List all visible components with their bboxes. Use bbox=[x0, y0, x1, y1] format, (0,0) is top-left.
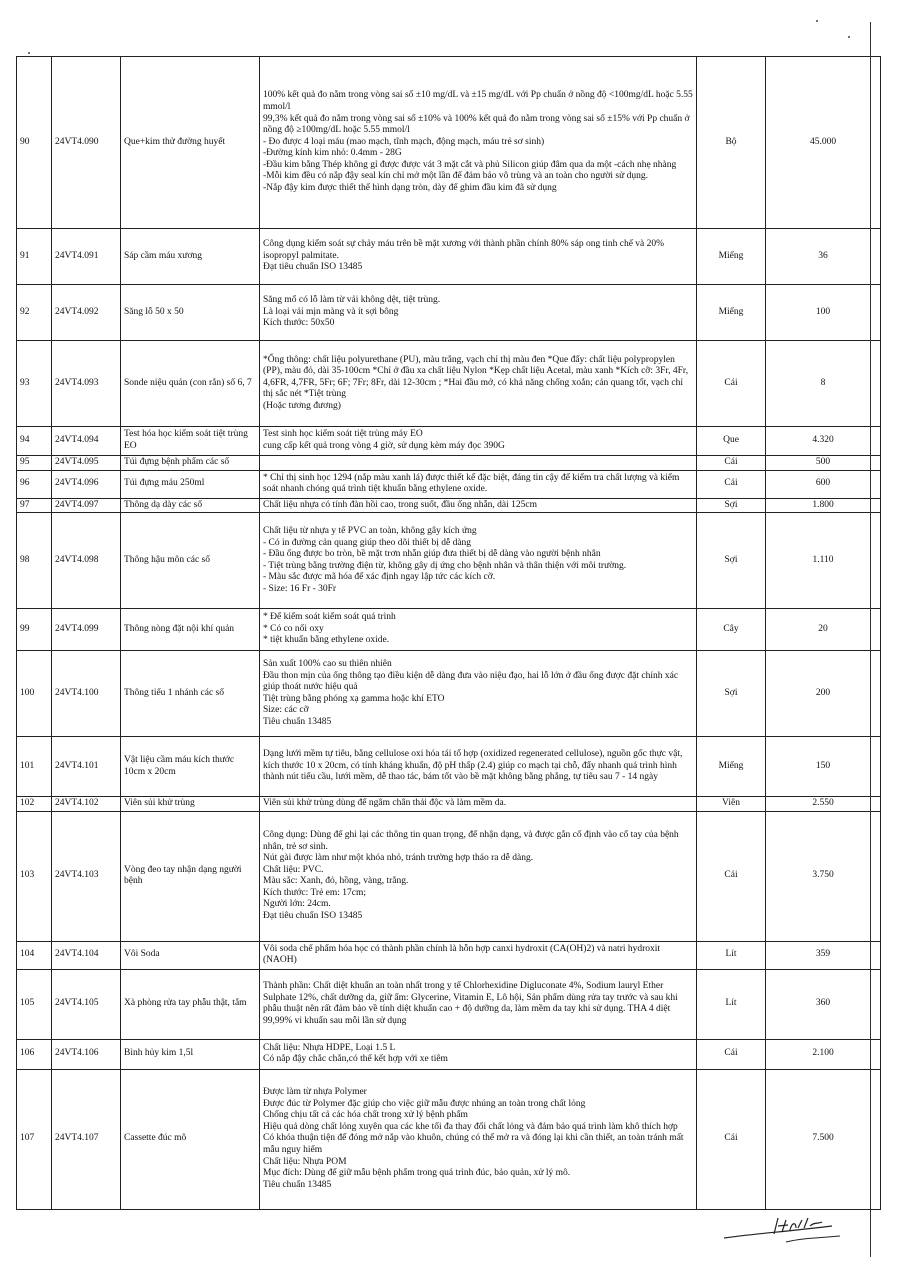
item-code: 24VT4.094 bbox=[52, 427, 121, 456]
spec-line: Hiệu quả dòng chất lỏng xuyên qua các khe tối đa thay đổi chất lỏng và đảm bảo quá trình làm khô thích hợp bbox=[263, 1121, 678, 1132]
spec-line: Tiệt trùng bằng phóng xạ gamma hoặc khí ETO bbox=[263, 693, 445, 704]
spec-line: Nút gài được làm như một khóa nhỏ, tránh trường hợp tháo ra dễ dàng. bbox=[263, 853, 534, 864]
item-code: 24VT4.101 bbox=[52, 737, 121, 797]
spec-line: - Có in đường cản quang giúp theo dõi thiết bị dễ dàng bbox=[263, 537, 472, 548]
spec-line: Chống chịu tất cả các hóa chất trong xử lý bệnh phẩm bbox=[263, 1110, 468, 1121]
table-row bbox=[17, 1039, 881, 1069]
item-spec bbox=[260, 737, 697, 797]
item-unit: Viên bbox=[697, 797, 766, 812]
item-unit: Cái bbox=[697, 1069, 766, 1209]
item-quantity: 200 bbox=[766, 651, 881, 737]
row-number: 107 bbox=[17, 1069, 52, 1209]
item-quantity: 3.750 bbox=[766, 811, 881, 941]
table-row bbox=[17, 651, 881, 737]
item-spec bbox=[260, 609, 697, 651]
spec-line: Được đúc từ Polymer đặc giúp cho việc giữ mẫu được nhúng an toàn trong chất lỏng bbox=[263, 1098, 586, 1109]
spec-line: Công dụng: Dùng để ghi lại các thông tin quan trọng, để nhận dạng, và được gắn cố định vào cổ tay của bệnh nhân, trẻ sơ sinh. bbox=[263, 829, 679, 852]
row-number: 92 bbox=[17, 285, 52, 341]
spec-line: * tiệt khuẩn bằng ethylene oxide. bbox=[263, 635, 390, 646]
row-number: 105 bbox=[17, 969, 52, 1039]
item-code: 24VT4.104 bbox=[52, 941, 121, 969]
row-number: 100 bbox=[17, 651, 52, 737]
row-number: 106 bbox=[17, 1039, 52, 1069]
spec-line: 100% kết quả đo nằm trong vòng sai số ±10 mg/dL và ±15 mg/dL với Pp chuẩn ở nồng độ <100mg/dL hoặc 5.55 mmol/l bbox=[263, 90, 693, 112]
spec-line: - Màu sắc được mã hóa để xác định ngay lập tức các kích cỡ. bbox=[263, 572, 496, 583]
item-unit: Cái bbox=[697, 470, 766, 498]
item-name: Test hóa học kiểm soát tiệt trùng EO bbox=[121, 427, 260, 456]
spec-line: Test sinh học kiểm soát tiệt trùng máy EO bbox=[263, 429, 423, 440]
item-quantity: 2.550 bbox=[766, 797, 881, 812]
item-spec bbox=[260, 341, 697, 427]
item-unit: Miếng bbox=[697, 737, 766, 797]
document-page bbox=[16, 56, 838, 1210]
spec-line: Dạng lưới mềm tự tiêu, bằng cellulose oxi hóa tái tổ hợp (oxidized regenerated cellulose), nguồn gốc thực vật, kích thước 10 x 20cm, có tính kháng khuẩn, độ pH thấp (2.4) giúp co mạch tại chỗ, đẩy nhanh quá trình hình thành nút tiểu cầu, lưới mềm, dễ thao tác, bám tốt vào bề mặt không bằng phẳng, tự tiêu sau 7 - 14 ngày bbox=[263, 749, 683, 783]
row-number: 101 bbox=[17, 737, 52, 797]
table-row bbox=[17, 737, 881, 797]
spec-line: Là loại vải mịn màng và ít sợi bông bbox=[263, 306, 399, 317]
item-code: 24VT4.091 bbox=[52, 229, 121, 285]
spec-line: Chất liệu nhựa có tính đàn hồi cao, trong suốt, đầu ống nhẵn, dài 125cm bbox=[263, 499, 537, 510]
spec-line: Màu sắc: Xanh, đỏ, hồng, vàng, trắng. bbox=[263, 876, 409, 887]
spec-line: Sản xuất 100% cao su thiên nhiên bbox=[263, 658, 392, 669]
supplies-spec-table bbox=[16, 56, 881, 1210]
spec-line: Kích thước: 50x50 bbox=[263, 318, 335, 329]
item-quantity: 4.320 bbox=[766, 427, 881, 456]
item-quantity: 500 bbox=[766, 456, 881, 471]
item-quantity: 359 bbox=[766, 941, 881, 969]
item-code: 24VT4.107 bbox=[52, 1069, 121, 1209]
item-name: Vôi Soda bbox=[121, 941, 260, 969]
spec-line: - Tiệt trùng bằng trường điện từ, không gây dị ứng cho bệnh nhân và thân thiện với môi trường. bbox=[263, 560, 627, 571]
item-spec bbox=[260, 969, 697, 1039]
item-code: 24VT4.106 bbox=[52, 1039, 121, 1069]
item-spec bbox=[260, 513, 697, 609]
table-row bbox=[17, 229, 881, 285]
item-code: 24VT4.093 bbox=[52, 341, 121, 427]
table-row bbox=[17, 456, 881, 471]
table-row bbox=[17, 341, 881, 427]
item-code: 24VT4.103 bbox=[52, 811, 121, 941]
row-number: 103 bbox=[17, 811, 52, 941]
scan-speck bbox=[848, 36, 850, 38]
item-spec bbox=[260, 229, 697, 285]
row-number: 104 bbox=[17, 941, 52, 969]
item-name: Bình hủy kim 1,5l bbox=[121, 1039, 260, 1069]
spec-line: * Có co nối oxy bbox=[263, 623, 324, 634]
row-number: 91 bbox=[17, 229, 52, 285]
spec-line: Công dụng kiểm soát sự chảy máu trên bề mặt xương với thành phần chính 80% sáp ong tinh chế và 20% isopropyl palmitate. bbox=[263, 239, 665, 261]
row-number: 94 bbox=[17, 427, 52, 456]
row-number: 93 bbox=[17, 341, 52, 427]
item-name: Que+kim thử đường huyết bbox=[121, 57, 260, 229]
item-unit: Lít bbox=[697, 941, 766, 969]
spec-line: - Size: 16 Fr - 30Fr bbox=[263, 583, 337, 594]
item-unit: Cái bbox=[697, 1039, 766, 1069]
spec-line: Vôi soda chế phẩm hóa học có thành phần chính là hỗn hợp canxi hydroxit (CA(OH)2) và natri hydroxit (NAOH) bbox=[263, 943, 661, 966]
spec-line: Người lớn: 24cm. bbox=[263, 899, 331, 910]
spec-line: Chất liệu: Nhựa HDPE, Loại 1.5 L bbox=[263, 1042, 396, 1053]
item-spec bbox=[260, 797, 697, 812]
spec-line: *Ống thông: chất liệu polyurethane (PU), màu trắng, vạch chỉ thị màu đen *Que đẩy: chất liệu polypropylen (PP), màu đỏ, dài 35-100cm *Chỉ ở đầu xa chất liệu Nylon *Kẹp chất liệu Acetal, màu xanh *Kích cỡ: 3Fr, 4Fr, 4,6FR, 4,7FR, 5Fr; 6F; 7Fr; 8Fr, dài 12-30cm ; *Hai đầu mở, có khả năng chống xoắn; cản quang tốt, vạch chỉ thị sắc nét *Tiệt trùng bbox=[263, 354, 689, 400]
row-number: 99 bbox=[17, 609, 52, 651]
item-name: Xà phòng rửa tay phẫu thật, tắm bbox=[121, 969, 260, 1039]
item-unit: Sợi bbox=[697, 651, 766, 737]
spec-line: Size: các cỡ bbox=[263, 705, 309, 716]
table-row bbox=[17, 498, 881, 513]
item-name: Thông hậu môn các số bbox=[121, 513, 260, 609]
spec-line: Chất liệu: Nhựa POM bbox=[263, 1156, 347, 1167]
spec-line: Mục đích: Dùng để giữ mẫu bệnh phẩm trong quá trình đúc, bảo quản, xử lý mô. bbox=[263, 1168, 571, 1179]
table-row bbox=[17, 941, 881, 969]
item-unit: Cái bbox=[697, 341, 766, 427]
table-row bbox=[17, 285, 881, 341]
spec-line: * Chỉ thị sinh học 1294 (nắp màu xanh lá) được thiết kế đặc biệt, đáng tin cậy để kiểm tra chất lượng và kiểm soát nhanh chóng quá trình tiệt khuẩn bằng ethylene oxide. bbox=[263, 472, 680, 495]
spec-line: * Để kiểm soát kiểm soát quá trình bbox=[263, 612, 396, 623]
row-number: 98 bbox=[17, 513, 52, 609]
item-name: Cassette đúc mô bbox=[121, 1069, 260, 1209]
item-code: 24VT4.095 bbox=[52, 456, 121, 471]
spec-line: 99,3% kết quả đo nằm trong vòng sai số ±10% và 100% kết quả đo nằm trong vòng sai số ±15% với Pp chuẩn ở nồng độ ≥100mg/dL hoặc 5.55 mmol/l bbox=[263, 113, 690, 136]
spec-line: - Đo được 4 loại máu (mao mạch, tĩnh mạch, động mạch, máu trẻ sơ sinh) bbox=[263, 136, 545, 147]
table-row bbox=[17, 609, 881, 651]
item-spec bbox=[260, 1069, 697, 1209]
item-name: Thông tiểu 1 nhánh các số bbox=[121, 651, 260, 737]
spec-line: -Nắp đậy kim được thiết thế hình dạng tròn, dày để ghim đầu kim đã sử dụng bbox=[263, 183, 557, 194]
item-unit: Cây bbox=[697, 609, 766, 651]
item-unit: Sợi bbox=[697, 498, 766, 513]
item-spec bbox=[260, 1039, 697, 1069]
item-quantity: 45.000 bbox=[766, 57, 881, 229]
item-quantity: 150 bbox=[766, 737, 881, 797]
item-name: Thông nòng đặt nội khí quản bbox=[121, 609, 260, 651]
spec-line: Chất liệu từ nhựa y tế PVC an toàn, không gây kích ứng bbox=[263, 525, 477, 536]
item-unit: Que bbox=[697, 427, 766, 456]
item-name: Túi đựng bệnh phẩm các số bbox=[121, 456, 260, 471]
scan-speck bbox=[28, 52, 30, 54]
item-unit: Miếng bbox=[697, 285, 766, 341]
item-spec bbox=[260, 285, 697, 341]
table-row bbox=[17, 57, 881, 229]
spec-line: Viên sủi khử trùng dùng để ngâm chân thải độc và làm mềm da. bbox=[263, 798, 507, 809]
item-spec bbox=[260, 57, 697, 229]
spec-line: cung cấp kết quả trong vòng 4 giờ, sử dụng kèm máy đọc 390G bbox=[263, 441, 505, 451]
spec-line: Có khóa thuận tiện để đóng mở nắp vào khuôn, chúng có thể mở ra và đóng lại khi cần thiết, an toàn tránh mất mẫu nguy hiểm bbox=[263, 1133, 684, 1156]
table-row bbox=[17, 470, 881, 498]
spec-line: -Đầu kim bằng Thép không gỉ được được vát 3 mặt cắt và phủ Silicon giúp đâm qua da một -cách nhẹ nhàng bbox=[263, 159, 677, 170]
item-code: 24VT4.102 bbox=[52, 797, 121, 812]
item-quantity: 600 bbox=[766, 470, 881, 498]
item-unit: Bộ bbox=[697, 57, 766, 229]
item-name: Túi đựng máu 250ml bbox=[121, 470, 260, 498]
spec-line: Kích thước: Trẻ em: 17cm; bbox=[263, 887, 367, 898]
item-name: Săng lỗ 50 x 50 bbox=[121, 285, 260, 341]
row-number: 95 bbox=[17, 456, 52, 471]
handwritten-signature bbox=[722, 1212, 842, 1248]
item-spec bbox=[260, 811, 697, 941]
spec-line: Săng mổ có lỗ làm từ vải không dệt, tiệt trùng. bbox=[263, 295, 441, 306]
table-row bbox=[17, 513, 881, 609]
row-number: 96 bbox=[17, 470, 52, 498]
item-name: Thông dạ dày các số bbox=[121, 498, 260, 513]
spec-line: (Hoặc tương đương) bbox=[263, 400, 341, 411]
item-quantity: 36 bbox=[766, 229, 881, 285]
spec-line: Tiêu chuẩn 13485 bbox=[263, 1179, 332, 1190]
spec-line: Có nắp đậy chắc chắn,có thể kết hợp với xe tiêm bbox=[263, 1054, 448, 1065]
item-unit: Cái bbox=[697, 811, 766, 941]
table-row bbox=[17, 811, 881, 941]
item-quantity: 360 bbox=[766, 969, 881, 1039]
page-edge-rule bbox=[870, 22, 871, 1257]
spec-line: Tiêu chuẩn 13485 bbox=[263, 716, 332, 727]
spec-line: -Mỗi kim đều có nắp đậy seal kín chỉ mở một lần để đảm bảo vô trùng và an toàn cho người sử dụng. bbox=[263, 171, 648, 182]
table-row bbox=[17, 969, 881, 1039]
spec-line: Đạt tiêu chuẩn ISO 13485 bbox=[263, 910, 363, 921]
spec-line: Chất liệu: PVC. bbox=[263, 864, 324, 875]
spec-line: - Đầu ống được bo tròn, bề mặt trơn nhẵn giúp đưa thiết bị dễ dàng vào người bệnh nhân bbox=[263, 549, 601, 560]
item-spec bbox=[260, 470, 697, 498]
spec-line: Được làm từ nhựa Polymer bbox=[263, 1087, 367, 1098]
item-quantity: 2.100 bbox=[766, 1039, 881, 1069]
item-code: 24VT4.105 bbox=[52, 969, 121, 1039]
spec-line: -Đường kính kim nhỏ: 0.4mm - 28G bbox=[263, 148, 402, 159]
table-row bbox=[17, 797, 881, 812]
spec-line: Đạt tiêu chuẩn ISO 13485 bbox=[263, 262, 363, 273]
item-code: 24VT4.099 bbox=[52, 609, 121, 651]
row-number: 97 bbox=[17, 498, 52, 513]
item-name: Sáp cầm máu xương bbox=[121, 229, 260, 285]
row-number: 102 bbox=[17, 797, 52, 812]
item-code: 24VT4.090 bbox=[52, 57, 121, 229]
table-row bbox=[17, 427, 881, 456]
item-code: 24VT4.096 bbox=[52, 470, 121, 498]
item-quantity: 7.500 bbox=[766, 1069, 881, 1209]
item-quantity: 1.800 bbox=[766, 498, 881, 513]
item-code: 24VT4.092 bbox=[52, 285, 121, 341]
item-name: Vòng đeo tay nhận dạng người bệnh bbox=[121, 811, 260, 941]
item-code: 24VT4.098 bbox=[52, 513, 121, 609]
table-row bbox=[17, 1069, 881, 1209]
item-code: 24VT4.097 bbox=[52, 498, 121, 513]
item-quantity: 1.110 bbox=[766, 513, 881, 609]
item-spec bbox=[260, 456, 697, 471]
spec-line: Đầu thon mịn của ống thông tạo điều kiện dễ dàng đưa vào niệu đạo, hai lỗ lớn ở đầu ống được đặt chính xác giúp thoát nước hiệu quả bbox=[263, 670, 679, 693]
item-name: Viên sủi khử trùng bbox=[121, 797, 260, 812]
item-quantity: 8 bbox=[766, 341, 881, 427]
item-unit: Lít bbox=[697, 969, 766, 1039]
item-unit: Cái bbox=[697, 456, 766, 471]
item-spec bbox=[260, 651, 697, 737]
spec-line: Thành phần: Chất diệt khuẩn an toàn nhất trong y tế Chlorhexidine Digluconate 4%, Sodium lauryl Ether Sulphate 12%, chất dưỡng da, giữ ẩm: Glycerine, Vitamin E, Lô hội, Sản phẩm dùng rửa tay trước và sau khi phẫu thuật nên rất đảm bảo về tính diệt khuẩn cao + độ dưỡng da, làm mềm da tay khi sử dụng. THA 4 diệt 99,99% vi khuẩn sau mỗi lần sử dụng bbox=[263, 981, 678, 1026]
item-unit: Sợi bbox=[697, 513, 766, 609]
item-quantity: 20 bbox=[766, 609, 881, 651]
table-body bbox=[17, 57, 881, 1210]
row-number: 90 bbox=[17, 57, 52, 229]
scan-speck bbox=[816, 20, 818, 22]
item-spec bbox=[260, 941, 697, 969]
item-spec bbox=[260, 498, 697, 513]
item-unit: Miếng bbox=[697, 229, 766, 285]
item-spec bbox=[260, 427, 697, 456]
item-name: Sonde niệu quản (con rắn) số 6, 7 bbox=[121, 341, 260, 427]
item-quantity: 100 bbox=[766, 285, 881, 341]
item-code: 24VT4.100 bbox=[52, 651, 121, 737]
item-name: Vật liệu cầm máu kích thước 10cm x 20cm bbox=[121, 737, 260, 797]
